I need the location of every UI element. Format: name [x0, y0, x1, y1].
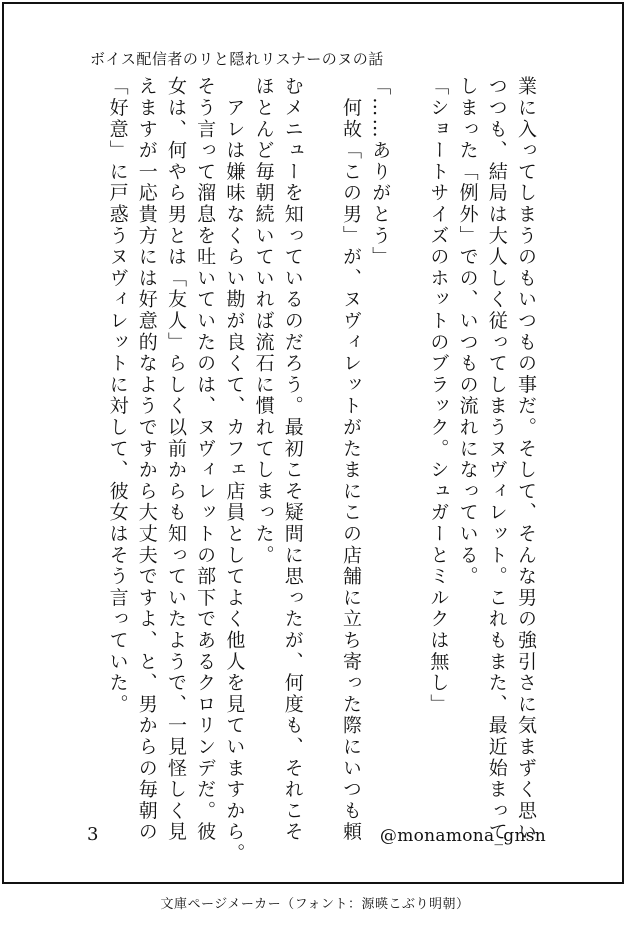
- page-number: 3: [87, 824, 99, 845]
- dialogue-line: 「……ありがとう」: [369, 76, 392, 268]
- book-page: [2, 2, 624, 884]
- text-line: むメニューを知っているのだろう。最初こそ疑問に思ったが、何度も、それこそ: [281, 76, 304, 843]
- text-line: そう言って溜息を吐いていたのは、ヌヴィレットの部下であるクロリンデだ。彼: [194, 76, 217, 843]
- text-line: ほとんど毎朝続いていれば流石に慣れてしまった。: [252, 76, 275, 566]
- text-line: 「好意」に戸惑うヌヴィレットに対して、彼女はそう言っていた。: [106, 76, 129, 715]
- text-line: えますが一応貴方には好意的なようですから大丈夫ですよ、と、男からの毎朝の: [135, 76, 158, 843]
- text-line: つつも、結局は大人しく従ってしまうヌヴィレット。これもまた、最近始まって: [485, 76, 508, 843]
- text-line: アレは嫌味なくらい勘が良くて、カフェ店員としてよく他人を見ていますから。: [223, 76, 246, 865]
- text-line: 女は、何やら男とは「友人」らしく以前からも知っていたようで、一見怪しく見: [164, 76, 187, 843]
- text-line: 何故「この男」が、ヌヴィレットがたまにこの店舗に立ち寄った際にいつも頼: [339, 76, 362, 843]
- generator-credit: 文庫ページメーカー（フォント：源暎こぶり明朝）: [160, 897, 470, 912]
- text-line: しまった「例外」での、いつもの流れになっている。: [456, 76, 479, 588]
- dialogue-line: 「ショートサイズのホットのブラック。シュガーとミルクは無し」: [427, 76, 450, 715]
- page-header-title: ボイス配信者のリと隠れリスナーのヌの話: [90, 50, 384, 68]
- text-line: 業に入ってしまうのもいつもの事だ。そして、そんな男の強引さに気まずく思い: [515, 76, 537, 843]
- author-handle: @monamona_gnsn: [379, 826, 546, 846]
